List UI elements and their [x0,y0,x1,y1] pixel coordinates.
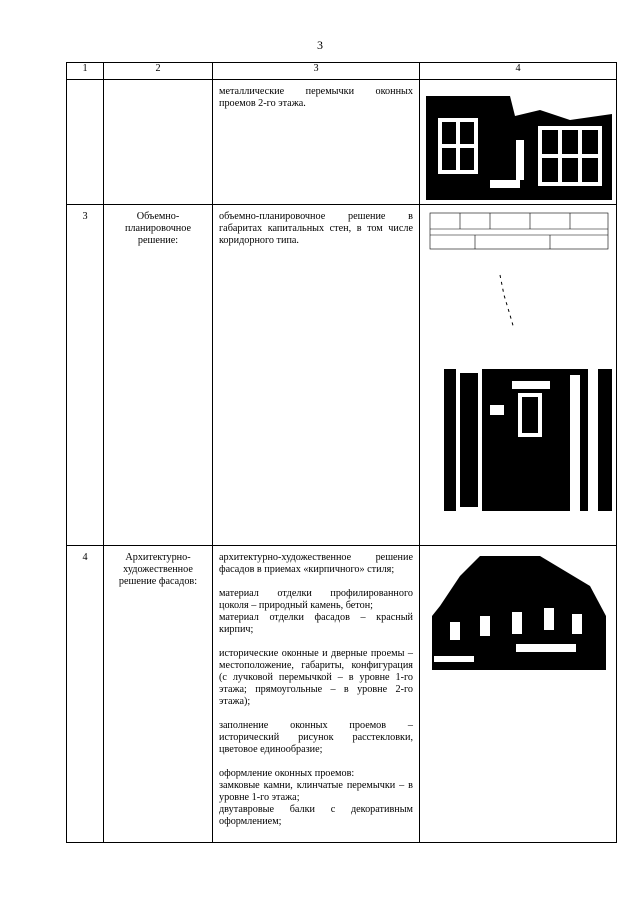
table-row [67,205,617,546]
heritage-table [66,62,617,843]
description-line: объемно-планировочное решение в габаритах капитальных стен, в том числе коридорного типа. [219,211,413,246]
row-name [104,80,213,205]
row-number [67,80,104,205]
facade-photo [420,546,616,842]
table-row [67,80,617,205]
photo-cell [420,205,617,546]
row-description [213,80,420,205]
header-cell-1: 1 [67,63,104,80]
description-line: замковые камни, клинчатые перемычки – в уровне 1-го этажа; [219,780,413,803]
table-row [67,546,617,843]
header-cell-3: 3 [213,63,420,80]
description-line: металлические перемычки оконных проемов 2-го этажа. [219,86,413,109]
description-line: заполнение оконных проемов – исторический рисунок расстекловки, цветовое единообразие; [219,720,413,755]
row-name: Архитектурно-художественное решение фасадов: [104,546,213,843]
floor-plan-and-corridor-photo [420,205,616,545]
description-line: двутавровые балки с декоративным оформлением; [219,804,413,827]
description-line: архитектурно-художественное решение фасадов в приемах «кирпичного» стиля; [219,552,413,575]
row-number: 3 [67,205,104,546]
page-number: 3 [317,38,323,52]
description-line: материал отделки фасадов – красный кирпич; [219,612,413,635]
header-cell-4: 4 [420,63,617,80]
photo-cell [420,546,617,843]
description-line: оформление оконных проемов: [219,768,355,779]
header-cell-2: 2 [104,63,213,80]
photo-cell [420,80,617,205]
row-description [213,546,420,843]
row-name: Объемно-планировочное решение: [104,205,213,546]
description-line: исторические оконные и дверные проемы – местоположение, габариты, конфигурация (с лучковой перемычкой – в уровне 1-го этажа; прямоугольные – в уровне 2-го этажа); [219,648,413,707]
table-header-row [67,63,617,80]
row-number: 4 [67,546,104,843]
window-lintel-photo [420,80,616,204]
description-line: материал отделки профилированного цоколя – природный камень, бетон; [219,588,413,611]
row-description [213,205,420,546]
